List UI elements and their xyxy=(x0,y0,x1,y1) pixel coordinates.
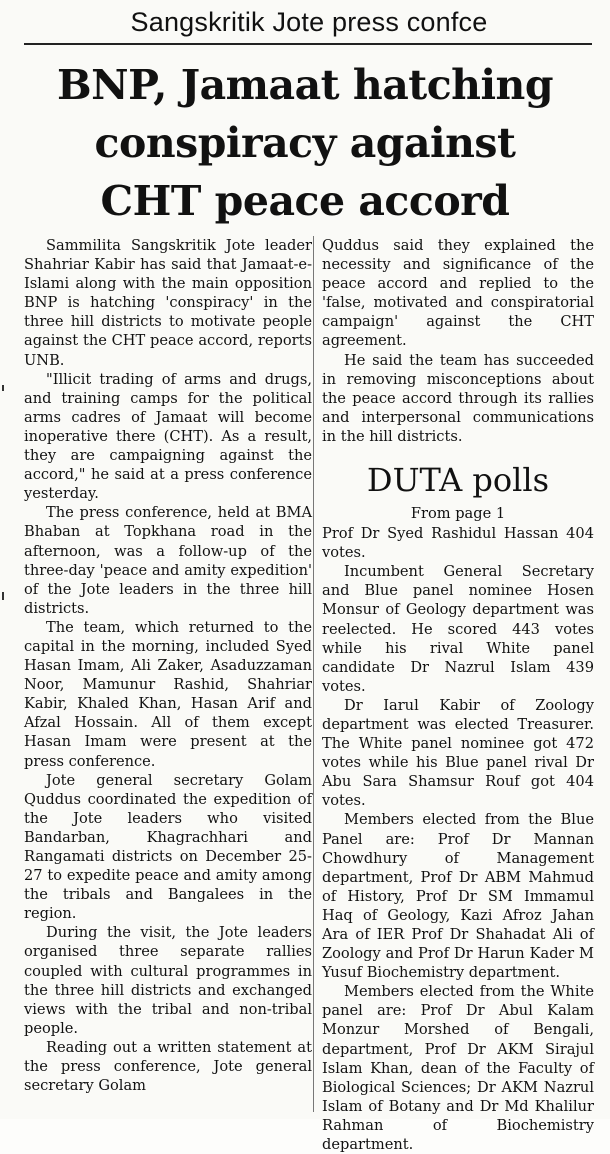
article-paragraph: The team, which returned to the capital in the morning, included Syed Hasan Imam, Ali Zaker, Asaduzzaman Noor, Mamunur Rashid, Shahriar Kabir, Khaled Khan, Hasan Arif and Afzal Hossain. All of them except Hasan Imam were present at the press conference. xyxy=(24,618,312,770)
main-headline xyxy=(10,56,600,230)
article-left-column xyxy=(24,236,312,1095)
article-paragraph: Incumbent General Secretary and Blue panel nominee Hosen Monsur of Geology department was reelected. He scored 443 votes while his rival White panel candidate Dr Nazrul Islam 439 votes. xyxy=(322,563,594,695)
article-paragraph: "Illicit trading of arms and drugs, and training camps for the political arms cadres of Jamaat will become inoperative there (CHT). As a result, they are campaigning against the accord," he said at a press conference yesterday. xyxy=(24,370,312,503)
article-right-column xyxy=(322,236,594,1154)
column-divider xyxy=(313,236,314,1112)
margin-mark xyxy=(2,385,4,391)
article-paragraph: Members elected from the Blue Panel are: Prof Dr Mannan Chowdhury of Management department, Prof Dr ABM Mahmud of History, Prof Dr SM Immamul Haq of Geology, Kazi Afroz Jahan Ara of IER Prof Dr Shahadat Ali of Zoology and Prof Dr Harun Kader M Yusuf Biochemistry department. xyxy=(322,811,594,982)
headline-line: conspiracy against xyxy=(94,119,516,167)
article-paragraph: Jote general secretary Golam Quddus coordinated the expedition of the Jote leaders who visited Bandarban, Khagrachhari and Rangamati districts on December 25-27 to expedite peace and amity among the tribals and Bangalees in the region. xyxy=(24,771,312,923)
article-paragraph: Members elected from the White panel are: Prof Dr Abul Kalam Monzur Morshed of Bengali, department, Prof Dr AKM Sirajul Islam Khan, dean of the Faculty of Biological Sciences; Dr AKM Nazrul Islam of Botany and Dr Md Khalilur Rahman of Biochemistry department. xyxy=(322,983,594,1154)
headline-line: BNP, Jamaat hatching xyxy=(56,61,554,109)
article-paragraph: During the visit, the Jote leaders organised three separate rallies coupled with cultural programmes in the three hill districts and exchanged views with the tribal and non-tribal people. xyxy=(24,924,312,1037)
article-paragraph: The press conference, held at BMA Bhaban at Topkhana road in the afternoon, was a follow-up of the three-day 'peace and amity expedition' of the Jote leaders in the three hill districts. xyxy=(24,504,312,617)
article-paragraph: Sammilita Sangskritik Jote leader Shahriar Kabir has said that Jamaat-e-Islami along with the main opposition BNP is hatching 'conspiracy' in the three hill districts to motivate people against the CHT peace accord, reports UNB. xyxy=(24,237,312,369)
article-paragraph: Dr Iarul Kabir of Zoology department was elected Treasurer. The White panel nominee got 472 votes while his Blue panel rival Dr Abu Sara Shamsur Rouf got 404 votes. xyxy=(322,696,594,810)
article-paragraph: He said the team has succeeded in removing misconceptions about the peace accord through its rallies and interpersonal communications in the hill districts. xyxy=(322,351,594,445)
duta-heading: DUTA polls xyxy=(366,461,550,500)
headline-line: CHT peace accord xyxy=(100,177,510,225)
article-paragraph: Reading out a written statement at the press conference, Jote general secretary Golam xyxy=(24,1038,312,1095)
kicker-headline: Sangskritik Jote press confce xyxy=(130,7,488,37)
continuation-note: From page 1 xyxy=(410,505,506,523)
article-paragraph: Prof Dr Syed Rashidul Hassan 404 votes. xyxy=(322,525,594,562)
margin-mark xyxy=(2,592,4,600)
kicker-rule xyxy=(24,43,592,45)
article-paragraph: Quddus said they explained the necessity and significance of the peace accord and replied to the 'false, motivated and conspiratorial campaign' against the CHT agreement. xyxy=(322,237,594,350)
